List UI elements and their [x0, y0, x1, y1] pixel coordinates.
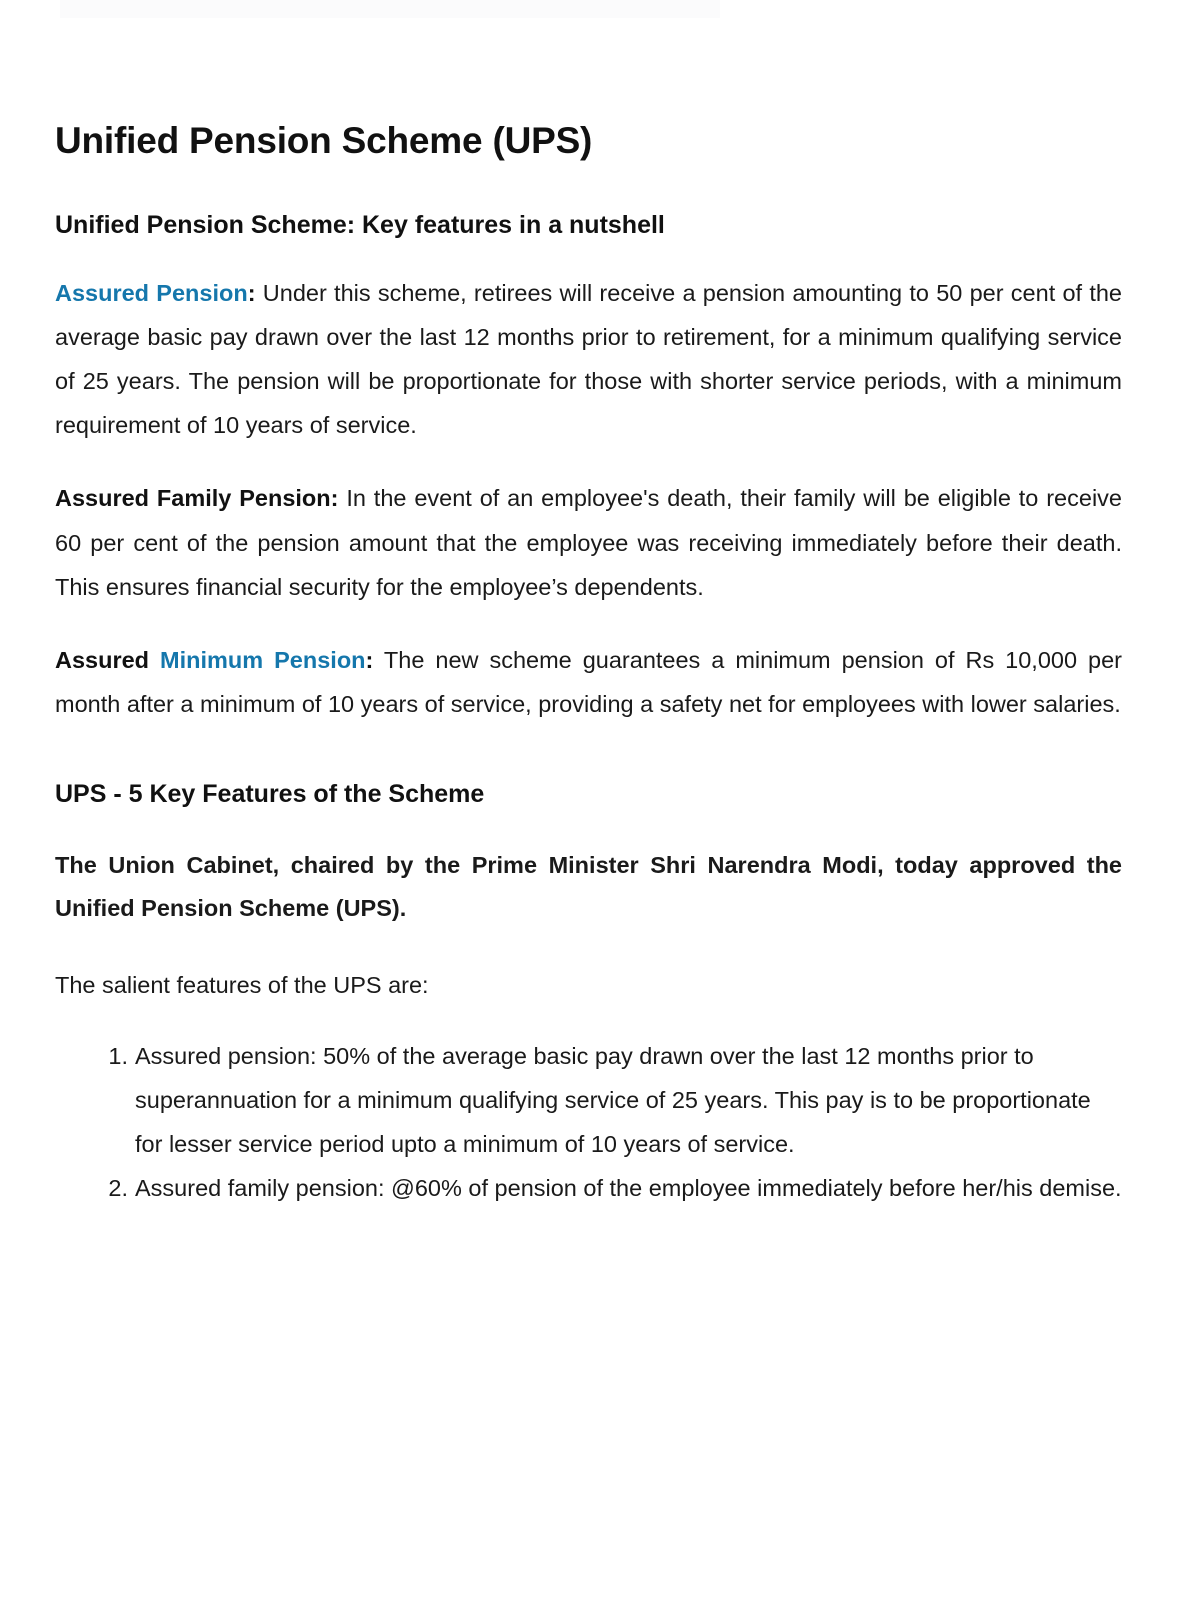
salient-features-list [55, 1008, 1122, 1211]
paragraph-lead-black: Assured [55, 646, 161, 673]
section-heading-5-key-features: UPS - 5 Key Features of the Scheme [55, 780, 485, 809]
document-content [55, 0, 1122, 1210]
paragraph-assured-pension [55, 242, 1122, 448]
paragraph-lead-blue: Minimum Pension [160, 646, 366, 673]
paragraph-lead-colon: : [365, 646, 374, 673]
paragraph-lead-blue: Assured Pension [55, 279, 248, 306]
list-item: Assured pension: 50% of the average basic pay drawn over the last 12 months prior to superannuation for a minimum qualifying service of 25 years. This pay is to be proportionate for lesser service period upto a minimum of 10 years of service. [135, 1042, 1091, 1157]
page-title: Unified Pension Scheme (UPS) [55, 120, 593, 161]
paragraph-lead-black: Assured Family Pension: [55, 485, 339, 512]
list-item: Assured family pension: @60% of pension of the employee immediately before her/his demise. [135, 1175, 1122, 1202]
paragraph-cabinet-approval: The Union Cabinet, chaired by the Prime Minister Shri Narendra Modi, today approved the Unified Pension Scheme (UPS). [55, 851, 1122, 921]
paragraph-assured-minimum-pension [55, 609, 1122, 726]
paragraph-lead-colon: : [247, 279, 256, 306]
section-heading-key-features: Unified Pension Scheme: Key features in a nutshell [55, 211, 665, 240]
paragraph-text: The new scheme guarantees a minimum pension of Rs 10,000 per month after a minimum of 10 years of service, providing a safety net for employees with lower salaries. [55, 646, 1122, 718]
paragraph-assured-family-pension [55, 447, 1122, 609]
paragraph-salient-features-intro: The salient features of the UPS are: [55, 972, 429, 999]
paragraph-text: Under this scheme, retirees will receive a pension amounting to 50 per cent of the average basic pay drawn over the last 12 months prior to retirement, for a minimum qualifying service of 25 years. The pension will be proportionate for those with shorter service periods, with a minimum requirement of 10 years of service. [55, 279, 1122, 439]
paragraph-text: In the event of an employee's death, their family will be eligible to receive 60 per cent of the pension amount that the employee was receiving immediately before their death. This ensures financial security for the employee’s dependents. [55, 485, 1122, 600]
